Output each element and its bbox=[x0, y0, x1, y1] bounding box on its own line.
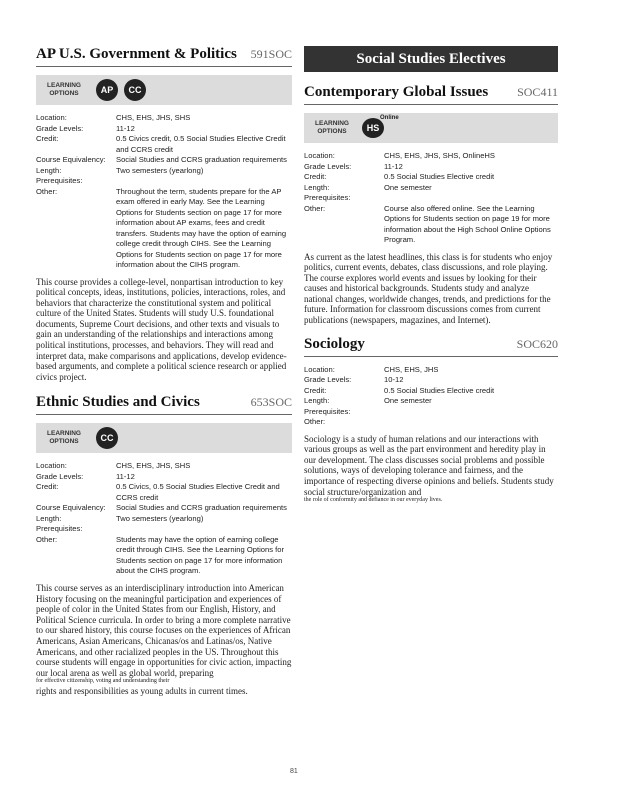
page-number: 81 bbox=[290, 768, 298, 775]
course-ap-government bbox=[36, 46, 292, 382]
equivalency-value: Social Studies and CCRS graduation requirements bbox=[116, 503, 287, 513]
length-value: One semester bbox=[384, 396, 432, 406]
credit-value: 0.5 Social Studies Elective credit bbox=[384, 385, 495, 395]
learning-options-box bbox=[36, 423, 292, 453]
course-sociology bbox=[304, 336, 558, 505]
ap-icon: AP bbox=[96, 79, 118, 101]
location-value: CHS, EHS, JHS, SHS bbox=[116, 113, 191, 122]
course-info: Location: CHS, EHS, JHS Grade Levels: 10-12 Credit: 0.5 Social Studies Elective credit Length: One semester Prerequisites: Other: bbox=[304, 365, 558, 428]
length-value: Two semesters (yearlong) bbox=[116, 513, 204, 523]
location-value: CHS, EHS, JHS bbox=[384, 364, 439, 374]
credit-value: 0.5 Social Studies Elective credit bbox=[384, 172, 495, 181]
left-column bbox=[36, 46, 292, 696]
prereq-value bbox=[384, 407, 558, 418]
location-value: CHS, EHS, JHS, SHS bbox=[116, 461, 191, 471]
course-header bbox=[304, 336, 558, 357]
course-header bbox=[36, 394, 292, 415]
course-info: Location: CHS, EHS, JHS, SHS Grade Levels: 11-12 Credit: 0.5 Civics credit, 0.5 Social Studies Elective Credit and CCRS credit Course Equivalency: Social Studies and CCRS graduation requirements Length: Two semesters (yearlong) Prerequisites: Other: Throughout the term, students prepare for the AP exam offered in early May. See the Learning Options for Students section on page 17 for more information about AP exams, fees and credit transfers. Students may have the option of earning college credit through CIHS. See the Learning Options for Students section on page 17 for more information about the CIHS program. bbox=[36, 113, 292, 271]
learning-options-label: LEARNING OPTIONS bbox=[315, 120, 349, 135]
prereq-value bbox=[384, 193, 558, 204]
other-value bbox=[384, 417, 558, 428]
course-code: 591SOC bbox=[250, 47, 292, 61]
grade-value: 10-12 bbox=[384, 375, 404, 385]
course-info: Location: CHS, EHS, JHS, SHS Grade Levels: 11-12 Credit: 0.5 Civics, 0.5 Social Studies Elective Credit and CCRS credit Course Equivalency: Social Studies and CCRS graduation requirements Length: Two semesters (yearlong) Prerequisites: Other: Students may have the option of earning college credit through CIHS. See the Learning Options for Students section on page 17 for more information about the CIHS program. bbox=[36, 461, 292, 577]
learning-options-box bbox=[36, 75, 292, 105]
course-title: Contemporary Global Issues bbox=[304, 84, 489, 100]
grade-value: 11-12 bbox=[116, 471, 135, 481]
other-value: Students may have the option of earning college credit through CIHS. See the Learning Options for Students section on page 17 for more information about the CIHS program. bbox=[116, 534, 285, 576]
grade-value: 11-12 bbox=[116, 123, 135, 133]
course-info: Location: CHS, EHS, JHS, SHS, OnlineHS Grade Levels: 11-12 Credit: 0.5 Social Studies Elective credit Length: One semester Prerequisites: Other: Course also offered online. See the Learning Options for Students section on page 19 for more information about the High School Online Options Program. bbox=[304, 151, 558, 246]
course-title: Sociology bbox=[304, 335, 365, 352]
section-banner: Social Studies Electives bbox=[304, 46, 558, 72]
right-column bbox=[304, 46, 558, 505]
course-ethnic-studies bbox=[36, 394, 292, 696]
course-code: SOC620 bbox=[516, 336, 558, 351]
course-description: Sociology is a study of human relations and our interactions with various groups as well as the part environment and heredity play in our development. The class discusses social problems and possible solutions, ways of developing tolerance and fairness, and the importance of respecting diverse opinions and beliefs. Students study social structure/organization and the role of conformity and defiance in our everyday lives. bbox=[304, 433, 554, 504]
equivalency-value: Social Studies and CCRS graduation requirements bbox=[116, 155, 287, 164]
learning-options-box bbox=[304, 113, 558, 143]
learning-options-label: LEARNING OPTIONS bbox=[47, 82, 81, 97]
course-code: SOC411 bbox=[517, 85, 558, 99]
college-credit-icon: CC bbox=[96, 427, 118, 449]
course-code: 653SOC bbox=[250, 395, 292, 410]
prereq-value bbox=[116, 176, 292, 187]
course-description: This course provides a college-level, nonpartisan introduction to key political concepts, ideas, institutions, policies, interactions, roles, and behaviors that characterize the constitutional system and political culture of the United States. Students will study U.S. foundational documents, Supreme Court decisions, and other texts and visuals to gain an understanding of the relationships and interactions among political institutions, processes, and behaviors. They will read and interpret data, make comparisons and applications, develop evidence-based arguments, and complete a political science research or applied civics project. bbox=[36, 276, 287, 382]
college-credit-icon: CC bbox=[124, 79, 146, 101]
other-value: Course also offered online. See the Learning Options for Students section on page 19 for more information about the High School Online Options Program. bbox=[384, 203, 551, 244]
course-title: AP U.S. Government & Politics bbox=[36, 46, 237, 62]
online-hs-icon: HS Online bbox=[362, 118, 384, 138]
learning-options-label: LEARNING OPTIONS bbox=[47, 430, 81, 446]
length-value: Two semesters (yearlong) bbox=[116, 165, 204, 175]
course-header bbox=[304, 84, 558, 105]
course-description: As current as the latest headlines, this class is for students who enjoy politics, current events, debates, class discussions, and role playing. The course explores world events and issues by looking for their causes and historical backgrounds. Students study and analyze national changes, worldwide changes, trends, and predictions for the future. Information for classroom discussions comes from current publications (newspapers, magazines, and Internet). bbox=[304, 251, 553, 326]
course-global-issues bbox=[304, 84, 558, 326]
course-title: Ethnic Studies and Civics bbox=[36, 394, 200, 411]
grade-value: 11-12 bbox=[384, 161, 403, 171]
credit-value: 0.5 Civics, 0.5 Social Studies Elective Credit and CCRS credit bbox=[116, 482, 280, 502]
other-value: Throughout the term, students prepare for the AP exam offered in early May. See the Learning Options for Students section on page 17 for more information about AP exams, fees and credit transfers. Students may have the option of earning college credit through CIHS. See the Learning Options for Students section on page 17 for more information about the CIHS program. bbox=[116, 186, 287, 269]
location-value: CHS, EHS, JHS, SHS, OnlineHS bbox=[384, 151, 495, 160]
course-description: This course serves as an interdisciplinary introduction into American History focusing on the meaningful participation and experiences of people of color in the United States from our English, History, and Political Science curricula. In order to bring a more complete narrative to our shared history, this course focuses on the experiences of African Americans, Asian Americans, Chicanas/os and Latinas/os, Native Americans, and other racialized peoples in the US. Throughout this course students will engage in opportunities for civic action, impacting our local arena as well as global world, preparing for effective citizenship, voting and understanding their rights and responsibilities as young adults in current times. bbox=[36, 582, 292, 696]
prereq-value bbox=[116, 524, 292, 535]
credit-value: 0.5 Civics credit, 0.5 Social Studies Elective Credit and CCRS credit bbox=[116, 134, 286, 154]
length-value: One semester bbox=[384, 182, 432, 192]
course-header bbox=[36, 46, 292, 67]
